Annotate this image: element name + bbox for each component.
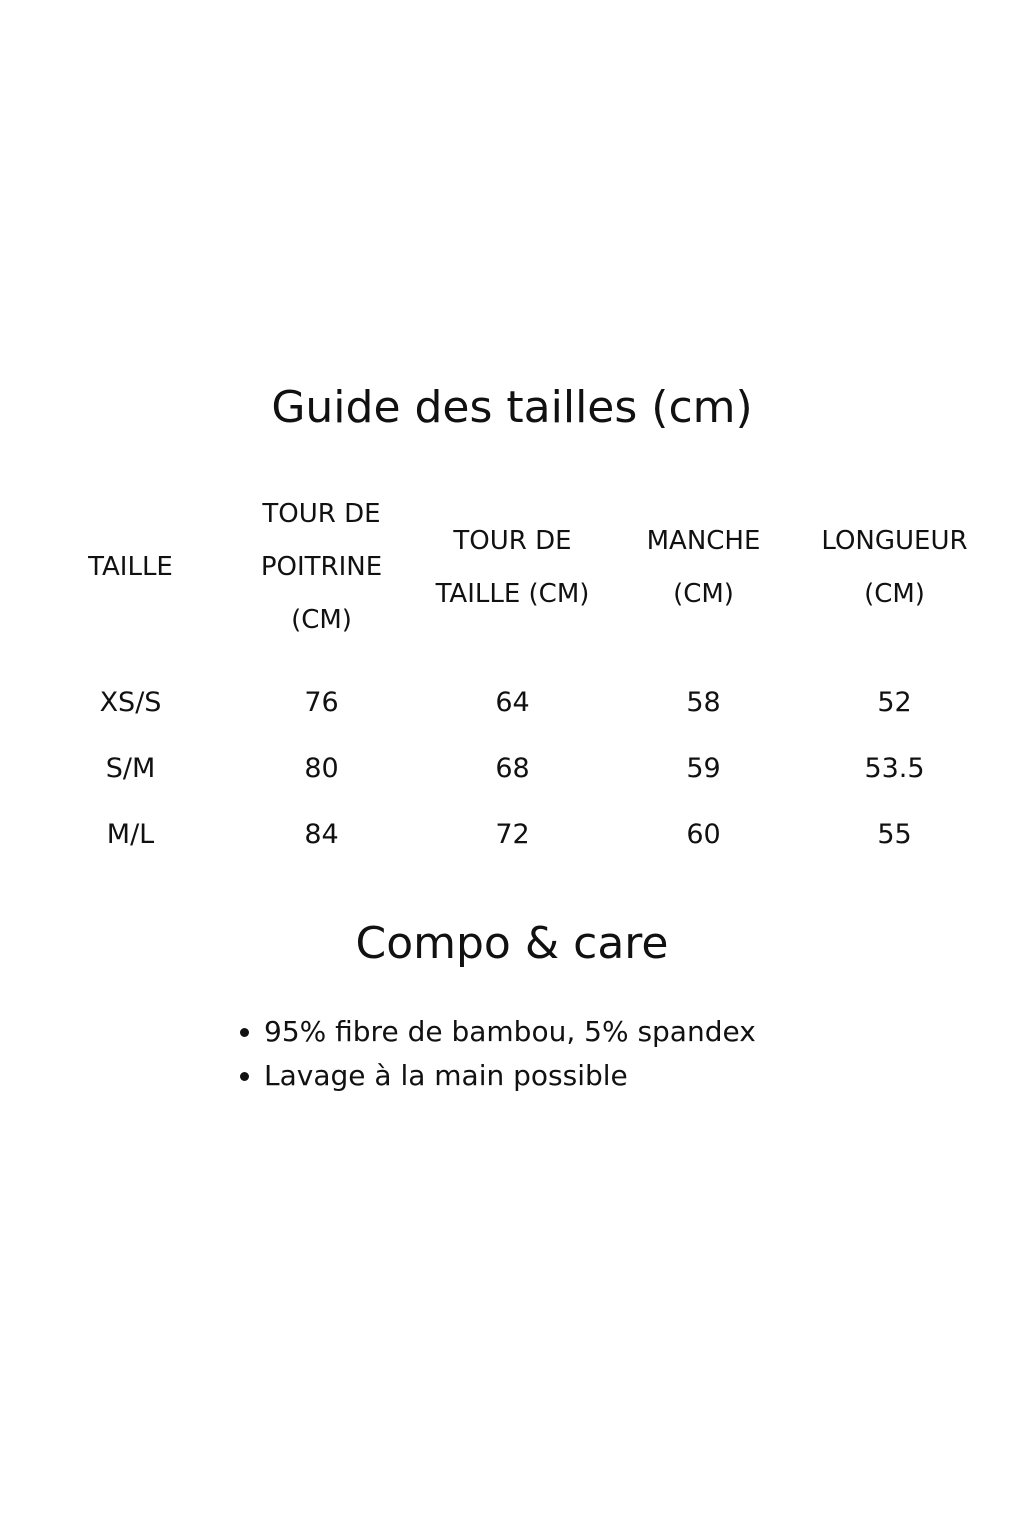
size-table xyxy=(35,488,990,867)
column-header-manche: MANCHE (CM) xyxy=(646,525,761,609)
column-header-tour-de-taille: TOUR DE TAILLE (CM) xyxy=(435,525,590,609)
list-item xyxy=(240,1010,756,1054)
sleeve-cell: 59 xyxy=(686,752,721,784)
table-row xyxy=(35,647,990,735)
bullet-icon xyxy=(240,1028,249,1037)
chest-cell: 76 xyxy=(304,686,339,718)
care-list xyxy=(240,1010,756,1098)
list-item xyxy=(240,1054,756,1098)
chest-cell: 84 xyxy=(304,818,339,850)
waist-cell: 68 xyxy=(495,752,530,784)
care-item-text: Lavage à la main possible xyxy=(264,1059,628,1092)
sleeve-cell: 60 xyxy=(686,818,721,850)
size-cell: S/M xyxy=(105,752,156,784)
waist-cell: 64 xyxy=(495,686,530,718)
length-cell: 55 xyxy=(877,818,912,850)
size-table-header-row xyxy=(35,488,990,647)
bullet-icon xyxy=(240,1072,249,1081)
size-cell: XS/S xyxy=(99,686,162,718)
size-guide-title: Guide des tailles (cm) xyxy=(271,382,753,433)
sleeve-cell: 58 xyxy=(686,686,721,718)
table-row xyxy=(35,735,990,801)
column-header-longueur: LONGUEUR (CM) xyxy=(821,525,968,609)
size-cell: M/L xyxy=(106,818,155,850)
length-cell: 53.5 xyxy=(864,752,925,784)
column-header-tour-de-poitrine: TOUR DE POITRINE (CM) xyxy=(260,499,383,635)
care-title: Compo & care xyxy=(355,918,669,969)
waist-cell: 72 xyxy=(495,818,530,850)
column-header-taille: TAILLE xyxy=(88,552,173,582)
table-row xyxy=(35,801,990,867)
care-item-text: 95% fibre de bambou, 5% spandex xyxy=(264,1015,756,1048)
chest-cell: 80 xyxy=(304,752,339,784)
length-cell: 52 xyxy=(877,686,912,718)
